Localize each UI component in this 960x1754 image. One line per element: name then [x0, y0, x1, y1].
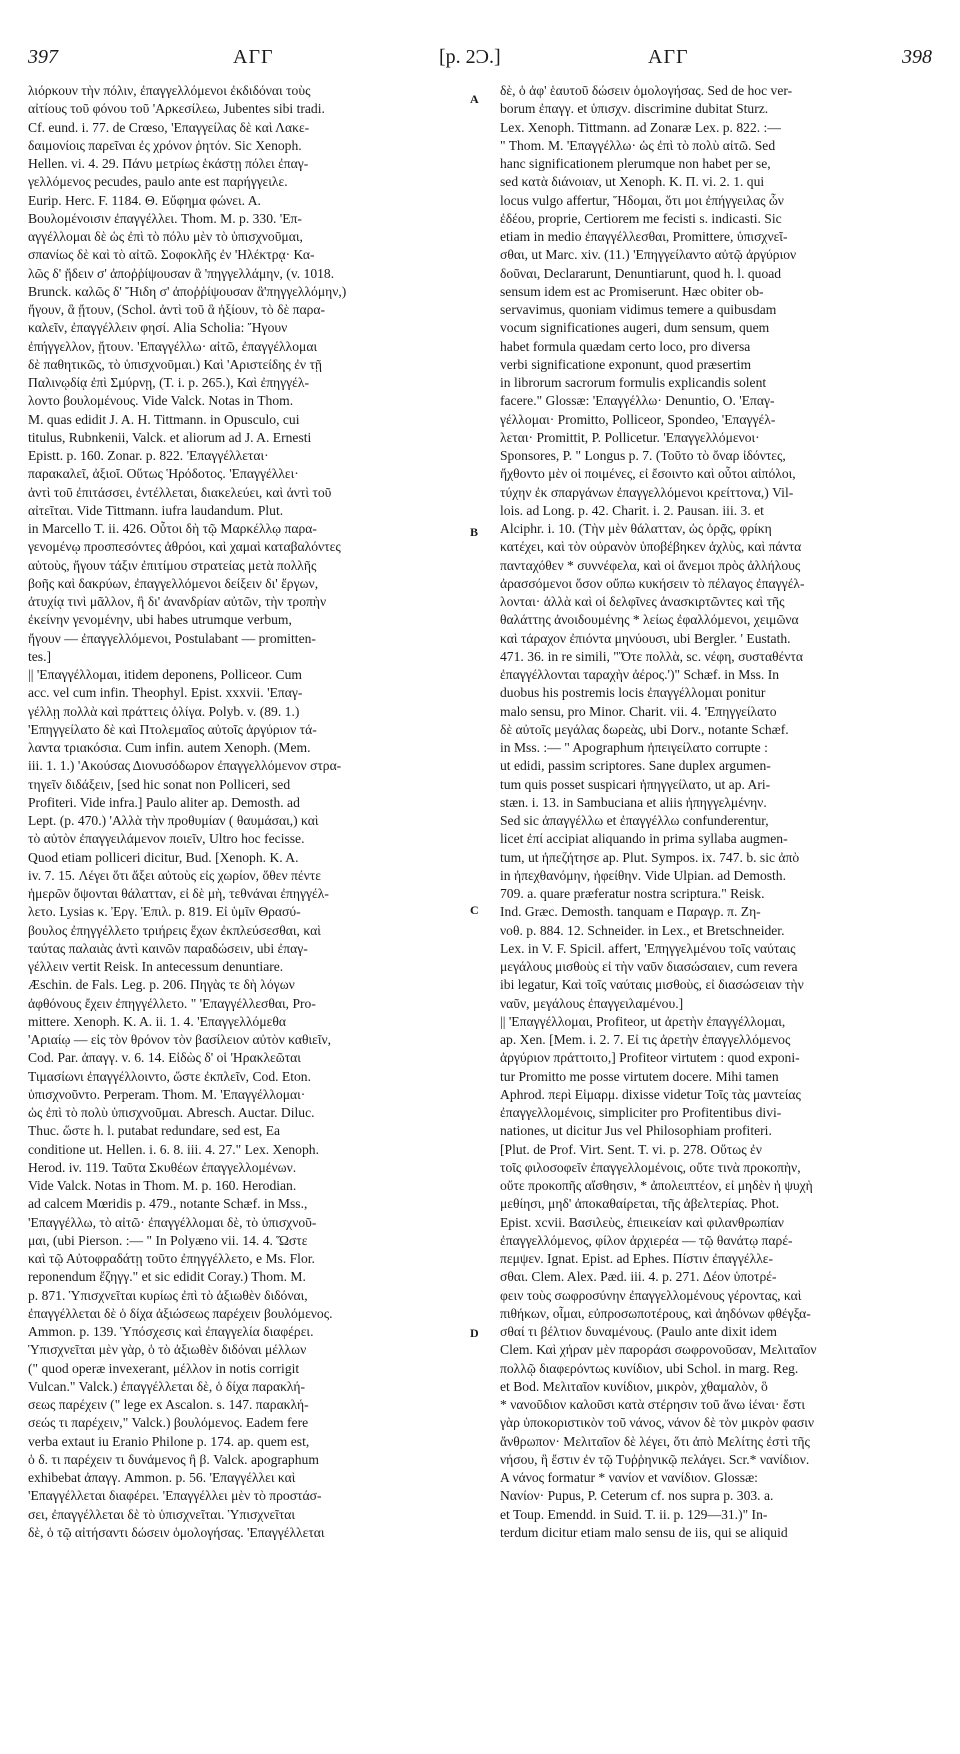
text-line: μαι, (ubi Pierson. :— " In Polyæno vii. 14. 4. Ὥστε [28, 1232, 308, 1248]
page-number-left: 397 [28, 46, 58, 68]
text-line: ad calcem Mœridis p. 479., notante Schæf. in Mss., [28, 1196, 308, 1212]
text-line: Epist. xcvii. Βασιλεὺς, ἐπιεικείαν καὶ φιλανθρωπίαν [500, 1214, 784, 1230]
text-line: tur Promitto me posse virtutem docere. Mihi tamen [500, 1068, 779, 1084]
text-line: Παλινῳδίᾳ ἐπὶ Σμύρνῃ, (T. i. p. 265.), Καὶ ἐπηγγέλ- [28, 375, 310, 390]
text-line: πανταχόθεν * συννέφελα, καὶ οἱ ἄνεμοι πρὸς ἀλλήλους [500, 557, 801, 573]
text-line: tum quis posset suspicari ἠπηγγείλατο, ut ap. Ari- [500, 776, 771, 792]
text-line: λαντα τριακόσια. Cum infin. autem Xenoph. (Mem. [28, 740, 311, 755]
text-line: ἀρασσόμενοι ὅσον οὔπω κυκήσειν τὸ πέλαγος ἐπαγγέλ- [500, 575, 805, 591]
text-line: σθαι. Clem. Alex. Pæd. iii. 4. p. 271. Δέον ὑποτρέ- [500, 1269, 777, 1285]
text-line: " Thom. M. 'Επαγγέλλω· ὡς ἐπὶ τὸ πολὺ αἰτῶ. Sed [500, 137, 776, 153]
text-line: δὲ αὐτοῖς μεγάλας δωρεὰς, ubi Dorv., notante Schæf. [500, 721, 789, 737]
text-line: αἰτεῖται. Vide Tittmann. iufra laudandum. Plut. [28, 502, 284, 518]
text-line: καὶ τῷ Αὐτοφραδάτῃ τοῦτο ἐπηγγέλλετο, e Ms. Flor. [28, 1251, 315, 1266]
text-line: 'Επαγγέλλεται διαφέρει. 'Επαγγέλλει μὲν τὸ προστάσ- [28, 1488, 322, 1504]
text-line: ἡμερῶν ὄψονται θάλατταν, εἰ δὲ μὴ, τεθνάναι ἐπηγγέλ- [28, 886, 329, 901]
text-line: habet formula quædam certo loco, pro diversa [500, 338, 751, 354]
text-line: ἀντὶ τοῦ ἐπιτάσσει, ἐντέλλεται, διακελεύει, καὶ ἀντὶ τοῦ [28, 484, 332, 500]
text-line: γέλλειν vertit Reisk. In antecessum denuntiare. [28, 959, 284, 974]
text-line: δὲ παθητικῶς, τὸ ὑπισχνοῦμαι.) Καὶ 'Αριστείδης ἐν τῇ [28, 356, 323, 372]
text-line: iii. 1. 1.) 'Ακούσας Διονυσόδωρον ἐπαγγελλόμενον στρα- [28, 758, 342, 774]
text-line: Lex. Xenoph. Tittmann. ad Zonaræ Lex. p. 822. :— [500, 119, 781, 135]
text-line: Lex. in V. F. Spicil. affert, 'Επηγγελμένου τοῖς ναύταις [500, 940, 796, 956]
text-line: duobus his postremis locis ἐπαγγέλλομαι ponitur [500, 685, 766, 701]
text-line: γελλόμενος pecudes, paulo ante est παρήγγειλε. [28, 174, 288, 190]
text-line: νοθ. p. 884. 12. Schneider. in Lex., et Bretschneider. [500, 922, 785, 938]
text-line: Eurip. Herc. F. 1184. Θ. Εὔφημα φώνει. Α. [28, 192, 261, 208]
text-line: βοῆς καὶ δακρύων, ἐπαγγελλόμενοι δείξειν δι' ἔργων, [28, 575, 319, 591]
text-line: Cod. Par. ἀπαγγ. v. 6. 14. Εἰδὼς δ' οἱ 'Ηρακλεῶται [28, 1050, 301, 1066]
text-line: ὁ δ. τι παρέχειν τι δυνάμενος ἢ β. Valck. apographum [28, 1451, 319, 1467]
text-line: ἐπήγγελλον, ᾔτουν. 'Επαγγέλλω· αἰτῶ, ἐπαγγέλλομαι [28, 338, 318, 354]
text-line: || 'Επαγγέλλομαι, itidem deponens, Polliceor. Cum [28, 667, 302, 682]
text-line: λετο. Lysias κ. Ἐργ. Ἐπιλ. p. 819. Εἰ ὑμῖν Θρασύ- [28, 904, 301, 920]
text-line: etiam in medio ἐπαγγέλλεσθαι, Promittere, ὑπισχνεῖ- [500, 229, 788, 244]
text-line: ναῦν, μεγάλους ἐπαγγειλαμένου.] [500, 995, 684, 1011]
text-line: Ὑπισχνεῖται μὲν γὰρ, ὁ τὸ ἀξιωθὲν διδόναι μέλλων [28, 1342, 307, 1358]
text-line: τοῖς φιλοσοφεῖν ἐπαγγελλομένοις, οὔτε τινὰ προκοπὴν, [500, 1159, 801, 1175]
text-line: Lept. (p. 470.) 'Αλλὰ τὴν προθυμίαν ( θαυμάσαι,) καὶ [28, 813, 319, 828]
text-line: in librorum sacrorum formulis explicandis solent [500, 375, 767, 390]
text-line: Thuc. ὥστε h. l. putabat redundare, sed est, Ea [28, 1123, 281, 1139]
text-line: ἐκείνην γενομένην, ubi habes utrumque verbum, [28, 612, 292, 628]
text-line: βουλος ἐπηγγέλλετο τριήρεις ἔχων ἐκπλεύσεσθαι, καὶ [28, 922, 321, 938]
text-line: stæn. i. 13. in Sambuciana et aliis ἠπηγγελμένην. [500, 794, 767, 810]
text-line: 'Αριαίῳ — εἰς τὸν θρόνον τὸν βασίλειον αὐτὸν καθιεῖν, [28, 1032, 332, 1047]
page-number-right: 398 [902, 46, 932, 68]
text-line: locus vulgo affertur, Ἥδομαι, ὅτι μοι ἐπήγγειλας ὧν [500, 192, 784, 208]
text-line: θαλάττης ἀνοιδουμένης * λείως ἐφαλλόμενοι, χειμῶνα [500, 612, 799, 628]
text-line: || 'Επαγγέλλομαι, Profiteor, ut ἀρετὴν ἐπαγγέλλομαι, [500, 1013, 786, 1029]
text-line: Alciphr. i. 10. (Τὴν μὲν θάλατταν, ὡς ὁρᾷς, φρίκη [500, 521, 772, 536]
text-line: γέλλομαι· Promitto, Polliceor, Spondeo, 'Επαγγέλ- [500, 411, 776, 427]
text-line: sed κατὰ διάνοιαν, ut Xenoph. K. Π. vi. 2. 1. qui [500, 174, 765, 190]
text-line: tes.] [28, 648, 52, 664]
text-line: A νάνος formatur * νανίον et νανίδιον. Glossæ: [500, 1470, 758, 1485]
text-line: 471. 36. in re simili, "Ὅτε πολλὰ, sc. νέφη, συσταθέντα [500, 648, 804, 664]
text-line: ἄνθρωπον· Μελιταῖον δὲ λέγει, ὅτι ἀπὸ Μελίτης ἐστὶ τῆς [500, 1433, 810, 1449]
text-line: tum, ut ἠπεζήτησε ap. Plut. Sympos. ix. 747. b. sic ἀπὸ [500, 849, 800, 865]
text-line: exhibebat ἀπαγγ. Ammon. p. 56. 'Επαγγέλλει καὶ [28, 1470, 296, 1485]
text-line: λοντο βουλομένους. Vide Valck. Notas in Thom. [28, 393, 294, 409]
text-line: ἤχθοντο μὲν οἱ ποιμένες, εἰ ἔσοιντο καὶ οὗτοι αἰπόλοι, [500, 466, 796, 482]
text-line: conditione ut. Hellen. i. 6. 8. iii. 4. 27." Lex. Xenoph. [28, 1141, 319, 1157]
text-line: ἐπαγγέλλεται δὲ ὁ δίχα ἀξιώσεως παρέχειν βουλόμενος. [28, 1305, 333, 1321]
text-line: servavimus, quoniam vidimus temere a quibusdam [500, 302, 777, 317]
text-line: nationes, ut dicitur Jus vel Philosophiam profiteri. [500, 1123, 772, 1139]
text-line: borum ἐπαγγ. et ὑπισχν. discrimine dubitat Sturz. [500, 101, 769, 117]
text-line: φειν τοὺς σωφροσύνην ἐπαγγελλομένους γέροντας, καὶ [500, 1287, 802, 1303]
text-line: [Plut. de Prof. Virt. Sent. T. vi. p. 278. Οὕτως ἐν [500, 1141, 762, 1157]
text-line: Νανίον· Pupus, P. Ceterum cf. nos supra p. 303. a. [500, 1488, 774, 1504]
section-marker-a: A [470, 92, 479, 106]
text-line: λονται· ἀλλὰ καὶ οἱ δελφῖνες ἀνασκιρτῶντες καὶ τῆς [500, 594, 785, 609]
text-line: αἰτίους τοῦ φόνου τοῦ 'Αρκεσίλεω, Jubentes sibi tradi. [28, 101, 325, 117]
text-line: καλεῖν, ἐπαγγέλλειν φησί. Alia Scholia: Ἤγουν [28, 320, 288, 336]
text-line: Herod. iv. 119. Ταῦτα Σκυθέων ἐπαγγελλομένων. [28, 1159, 297, 1175]
page-reference: [p. 2Ͻ.] [439, 46, 501, 68]
text-line: Quod etiam polliceri dicitur, Bud. [Xenoph. K. A. [28, 849, 299, 865]
text-line: p. 871. Ὑπισχνεῖται κυρίως ἐπὶ τὸ ἀξιωθὲν διδόναι, [28, 1287, 308, 1303]
text-line: σει, ἐπαγγέλλεται δὲ τὸ ὑπισχνεῖται. Ὑπισχνεῖται [28, 1506, 296, 1522]
left-column [28, 82, 458, 1742]
text-line: vocum significationes augeri, dum sensum, quem [500, 320, 770, 336]
text-line: δαιμονίοις παρεῖναι ἐς χρόνον ῥητόν. Sic Xenoph. [28, 137, 302, 153]
text-line: mittere. Xenoph. K. A. ii. 1. 4. 'Επαγγελλόμεθα [28, 1013, 286, 1029]
text-line: αὑτοὺς, ἤγουν τάξιν ἐπιτίμου στρατείας μετὰ πολλῆς [28, 557, 317, 573]
text-line: Hellen. vi. 4. 29. Πάνυ μετρίως ἑκάστῃ πόλει ἐπαγ- [28, 156, 309, 171]
text-line: τὸ αὑτὸν ἐπαγγειλάμενον ποιεῖν, Ultro hoc fecisse. [28, 831, 305, 847]
text-line: Aphrod. περὶ Εἱμαρμ. dixisse videtur Τοῖς τὰς μαντείας [500, 1086, 801, 1102]
text-line: νήσου, ἣ ἔστιν ἐν τῷ Τυῤῥηνικῷ πελάγει. Scr.* νανίδιον. [500, 1451, 810, 1467]
text-line: τύχην ἐκ σπαργάνων ἐπαγγελλόμενοι κρείττονα,) Vil- [500, 484, 794, 500]
text-line: (" quod operæ invexerant, μέλλον in notis corrigit [28, 1360, 300, 1376]
text-line: γὰρ ὑποκοριστικὸν τοῦ νάνος, νάνον δὲ τὸν μικρὸν φασιν [500, 1415, 815, 1431]
text-line: πολλῷ διαφερόντως κυνίδιον, ubi Schol. in marg. Reg. [500, 1360, 799, 1376]
page-header [28, 46, 932, 72]
text-line: 'Επαγγέλλω, τὸ αἰτῶ· ἐπαγγέλλομαι δὲ, τὸ ὑπισχνοῦ- [28, 1214, 317, 1230]
text-line: ut edidi, passim scriptores. Sane duplex argumen- [500, 758, 771, 774]
text-line: σπανίως δὲ καὶ τὸ αἰτῶ. Σοφοκλῆς ἐν 'Ηλέκτρᾳ· Κα- [28, 247, 315, 263]
text-line: ἀφθόνους ἔχειν ἐπηγγέλλετο. " 'Επαγγέλλεσθαι, Pro- [28, 995, 316, 1011]
running-head-right: ΑΓΓ [648, 46, 689, 68]
text-line: σθαι, ut Marc. xiv. (11.) 'Επηγγείλαντο αὐτῷ ἀργύριον [500, 247, 797, 263]
text-line: lois. ad Long. p. 42. Charit. i. 2. Pausan. iii. 3. et [500, 502, 764, 518]
text-line: in Mss. :— " Apographum ἠπειγείλατο corrupte : [500, 740, 768, 755]
text-line: σθαί τι βέλτιον δυναμένους. (Paulo ante dixit idem [500, 1324, 777, 1339]
text-line: ὡς ἐπὶ τὸ πολὺ ὑπισχνοῦμαι. Abresch. Auctar. Diluc. [28, 1105, 315, 1120]
text-line: iv. 7. 15. Λέγει ὅτι ἄξει αὐτοὺς εἰς χωρίον, ὅθεν πέντε [28, 867, 321, 883]
text-line: in Marcello T. ii. 426. Οὗτοι δὴ τῷ Μαρκέλλῳ παρα- [28, 521, 317, 536]
text-line: λεται· Promittit, P. Pollicetur. 'Επαγγελλόμενοι· [500, 429, 760, 445]
text-line: ἀτυχίᾳ τινὶ μᾶλλον, ἢ δι' ἀνανδρίαν αὐτῶν, τὴν τροπὴν [28, 594, 327, 609]
text-line: malo sensu, pro Minor. Charit. vii. 4. 'Επηγγείλατο [500, 703, 777, 719]
text-line: acc. vel cum infin. Theophyl. Epist. xxxvii. 'Επαγ- [28, 685, 303, 701]
text-line: οὔτε προκοπῆς αἴσθησιν, * ἀπολειπτέον, εἰ μηδὲν ἡ ψυχὴ [500, 1178, 813, 1193]
text-line: ὑπισχνοῦντο. Perperam. Thom. M. 'Επαγγέλλομαι· [28, 1086, 306, 1102]
text-line: ἐπαγγελλομένοις, simpliciter pro Profitentibus divi- [500, 1105, 782, 1120]
text-line: ταύτας παλαιὰς ἀντὶ καινῶν παραδώσειν, ubi ἐπαγ- [28, 940, 308, 956]
text-line: verba extaut iu Eranio Philone p. 174. ap. quem est, [28, 1433, 310, 1449]
text-line: et Bod. Μελιταῖον κυνίδιον, μικρὸν, χθαμαλὸν, ὃ [500, 1378, 768, 1394]
text-line: ἐπαγγελλόμενος, φίλον ἀρχιερέα — τῷ θανάτῳ παρέ- [500, 1232, 793, 1248]
text-line: 709. a. quare præferatur nostra scriptura." Reisk. [500, 886, 765, 901]
text-line: ἀργύριον πράττοιτο,] Profiteor virtutem : quod exponi- [500, 1050, 800, 1066]
text-line: παρακαλεῖ, ἀξιοῖ. Οὕτως Ἡρόδοτος. 'Επαγγέλλει· [28, 466, 299, 482]
section-marker-c: C [470, 903, 479, 917]
text-line: Βουλομένοισιν ἐπαγγέλλει. Thom. M. p. 330. 'Επ- [28, 210, 302, 226]
section-marker-b: B [470, 525, 479, 539]
text-line: reponendum ἔζηγγ." et sic edidit Coray.) Thom. M. [28, 1269, 306, 1285]
text-line: Epistt. p. 160. Zonar. p. 822. 'Επαγγέλλεται· [28, 448, 269, 463]
text-line: sensum idem est ac Promiserunt. Hæc obiter ob- [500, 283, 764, 299]
text-line: Τιμασίωνι ἐπαγγέλλοιντο, ὥστε ἐκπλεῖν, Cod. Eton. [28, 1068, 311, 1084]
text-line: ἐπαγγέλλονται ταραχὴν ἀέρος.')" Schæf. in Mss. In [500, 667, 780, 682]
text-line: κατέχει, καὶ τὸν οὐρανὸν ὑποβέβηκεν ἀχλὺς, καὶ πάντα [500, 539, 802, 555]
text-line: λιόρκουν τὴν πόλιν, ἐπαγγελλόμενοι ἐκδιδόναι τοὺς [28, 83, 311, 98]
text-line: facere." Glossæ: 'Επαγγέλλω· Denuntio, O. 'Επαγ- [500, 393, 775, 409]
text-line: terdum dicitur etiam malo sensu de iis, qui se aliquid [500, 1524, 788, 1540]
text-line: hanc significationem plerumque non habet per se, [500, 156, 771, 171]
text-line: δὲ, ὁ τῷ αἰτήσαντι δώσειν ὁμολογήσας. 'Επαγγέλλεται [28, 1524, 325, 1540]
text-line: licet ἐπί accipiat aliquando in prima syllaba augmen- [500, 831, 788, 847]
text-line: Profiteri. Vide infra.] Paulo aliter ap. Demosth. ad [28, 794, 300, 810]
text-line: Vulcan." Valck.) ἐπαγγέλλεται δὲ, ὁ δίχα παρακλή- [28, 1378, 306, 1394]
text-line: titulus, Rubnkenii, Valck. et aliorum ad J. A. Ernesti [28, 429, 312, 445]
text-line: μεγάλους μισθοὺς εἰ τὴν ναῦν διασώσαιεν, cum revera [500, 959, 798, 974]
text-line: in ἠπεχθανόμην, ἠφείθην. Vide Ulpian. ad Demosth. [500, 867, 786, 883]
text-line: Brunck. καλῶς δ' Ἤιδη σ' ἀποῤῥίψουσαν ἃ'πηγγελλόμην,) [28, 283, 347, 299]
text-line: verbi significatione exponunt, quod præsertim [500, 356, 752, 372]
text-line: M. quas edidit J. A. H. Tittmann. in Opusculo, cui [28, 411, 300, 427]
text-line: et Toup. Emendd. in Suid. T. ii. p. 129—31.)" In- [500, 1506, 768, 1522]
text-line: Cf. eund. i. 77. de Crœso, 'Επαγγείλας δὲ καὶ Λακε- [28, 119, 310, 135]
text-line: αγγέλλομαι δὲ ὡς ἐπὶ τὸ πόλυ μὲν τὸ ὑπισχνοῦμαι, [28, 229, 303, 244]
text-line: Æschin. de Fals. Leg. p. 206. Πηγὰς τε δὴ λόγων [28, 977, 295, 993]
text-line: Vide Valck. Notas in Thom. M. p. 160. Herodian. [28, 1178, 297, 1193]
text-line: πιθήκων, οἶμαι, εὐπροσωποτέρους, καὶ ἀηδόνων φθέγξα- [500, 1305, 811, 1321]
text-line: ap. Xen. [Mem. i. 2. 7. Εἰ τις ἀρετὴν ἐπαγγελλόμενος [500, 1032, 791, 1047]
text-line: τηγεῖν διδάξειν, [sed hic sonat non Polliceri, sed [28, 776, 291, 792]
text-line: πεμψεν. Ignat. Epist. ad Ephes. Πίστιν ἐπαγγέλλε- [500, 1251, 774, 1266]
text-line: Ind. Græc. Demosth. tanquam e Παραγρ. π. Ζη- [500, 904, 761, 920]
text-line: Clem. Καὶ χήραν μὲν παροράσι σωφρονοῦσαν, Μελιταῖον [500, 1342, 817, 1358]
text-line: Sponsores, P. " Longus p. 7. (Τοῦτο τὸ ὄναρ ἰδόντες, [500, 448, 786, 463]
text-line: λῶς δ' ᾔδειν σ' ἀποῤῥίψουσαν ἃ 'πηγγελλάμην, (v. 1018. [28, 265, 335, 281]
text-line: ἤγουν — ἐπαγγελλόμενοι, Postulabant — promitten- [28, 630, 316, 646]
running-head-left: ΑΓΓ [233, 46, 274, 68]
text-line: Ammon. p. 139. Ὑπόσχεσις καὶ ἐπαγγελία διαφέρει. [28, 1324, 314, 1339]
text-line: δὲ, ὁ ἀφ' ἑαυτοῦ δώσειν ὁμολογήσας. Sed de hoc ver- [500, 83, 793, 98]
section-marker-d: D [470, 1326, 479, 1340]
text-line: Sed sic ἀπαγγέλλω et ἐπαγγέλλω confunderentur, [500, 813, 769, 828]
text-line: * νανοῦδιον καλοῦσι κατὰ στέρησιν τοῦ ἄνω ἰέναι· ἔστι [500, 1397, 806, 1412]
text-line: δοῦναι, Declararunt, Denuntiarunt, quod h. l. quoad [500, 265, 782, 281]
right-column [500, 82, 930, 1742]
text-line: σεώς τι παρέχειν," Valck.) βουλόμενος. Eadem fere [28, 1415, 309, 1431]
text-line: ibi legatur, Καὶ τοῖς ναύταις μισθοὺς, εἰ διασώσειαν τὴν [500, 977, 804, 993]
text-line: 'Επηγγείλατο δὲ καὶ Πτολεμαῖος αὐτοῖς ἀργύριον τά- [28, 721, 317, 737]
text-line: ἐδέου, proprie, Certiorem me fecisti s. indicasti. Sic [500, 210, 782, 226]
text-line: σεως παρέχειν (" lege ex Ascalon. s. 147. παρακλή- [28, 1397, 309, 1412]
text-line: γέλλῃ πολλὰ καὶ πράττεις ὀλίγα. Polyb. v. (89. 1.) [28, 703, 300, 719]
text-line: ἤγουν, ἃ ᾔτουν, (Schol. ἀντὶ τοῦ ἃ ἠξίουν, τὸ δὲ παρα- [28, 302, 326, 317]
text-line: μεθίησι, μηδ' ἀποκαθαίρεται, τῆς ἀβελτερίας. Phot. [500, 1196, 780, 1212]
text-line: γενομένῳ προσπεσόντες ἀθρόοι, καὶ χαμαὶ καταβαλόντες [28, 539, 341, 555]
text-line: καὶ τάραχον ἐπιόντα μηνύουσι, ubi Bergler. ' Eustath. [500, 630, 791, 646]
